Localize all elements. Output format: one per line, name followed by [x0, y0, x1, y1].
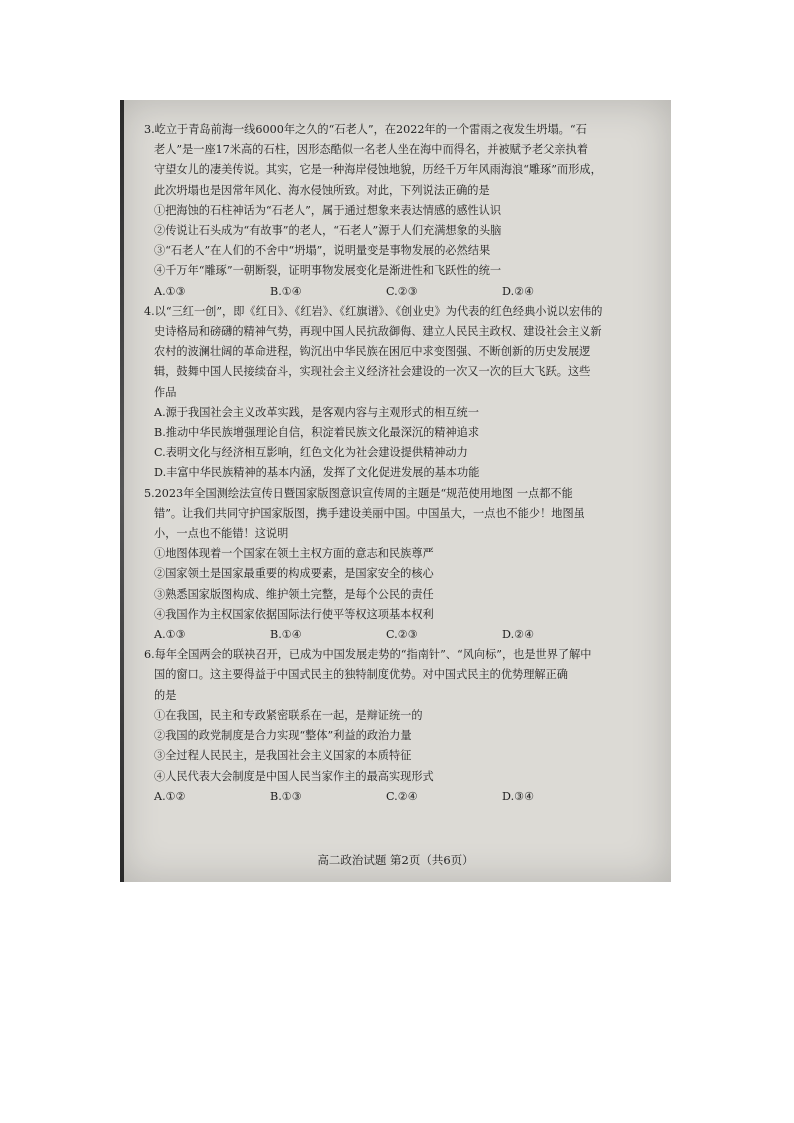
question-text-line: 6.每年全国两会的联袂召开，已成为中国发展走势的“指南针”、“风向标”，也是世界了解中 [144, 648, 592, 662]
option-b: B.①④ [270, 284, 302, 298]
question-text-line: 辑，鼓舞中国人民接续奋斗，实现社会主义经济社会建设的一次又一次的巨大飞跃。这些 [154, 365, 591, 379]
question-text-line: 作品 [154, 385, 177, 399]
question-6 [144, 645, 660, 807]
question-text-line: 史诗格局和磅礴的精神气势，再现中国人民抗敌御侮、建立人民民主政权、建设社会主义新 [154, 325, 602, 339]
statement: ②传说让石头成为“有故事”的老人，“石老人”源于人们充满想象的头脑 [154, 224, 502, 238]
statement: ②国家领土是国家最重要的构成要素，是国家安全的核心 [154, 567, 434, 581]
option-d: D.丰富中华民族精神的基本内涵，发挥了文化促进发展的基本功能 [154, 466, 480, 480]
question-4 [144, 302, 660, 484]
exam-content [144, 120, 660, 807]
option-a: A.源于我国社会主义改革实践，是客观内容与主观形式的相互统一 [154, 405, 479, 419]
question-text-line: 此次坍塌也是因常年风化、海水侵蚀所致。对此，下列说法正确的是 [154, 183, 490, 197]
option-c: C.②③ [386, 628, 418, 642]
statement: ②我国的政党制度是合力实现“整体”利益的政治力量 [154, 729, 412, 743]
question-text-line: 的是 [154, 688, 177, 702]
answer-options [144, 787, 660, 807]
question-text-line: 守望女儿的凄美传说。其实，它是一种海岸侵蚀地貌，历经千万年风雨海浪“雕琢”而形成， [154, 163, 602, 177]
question-text-line: 错”。让我们共同守护国家版图，携手建设美丽中国。中国虽大，一点也不能少！地图虽 [154, 506, 585, 520]
statement: ④千万年“雕琢”一朝断裂，证明事物发展变化是渐进性和飞跃性的统一 [154, 264, 502, 278]
question-3 [144, 120, 660, 302]
option-d: D.③④ [502, 789, 535, 803]
statement: ③“石老人”在人们的不舍中“坍塌”，说明量变是事物发展的必然结果 [154, 244, 491, 258]
statement: ①在我国，民主和专政紧密联系在一起，是辩证统一的 [154, 708, 423, 722]
option-d: D.②④ [502, 628, 535, 642]
question-text-line: 国的窗口。这主要得益于中国式民主的独特制度优势。对中国式民主的优势理解正确 [154, 668, 568, 682]
option-d: D.②④ [502, 284, 535, 298]
answer-options [144, 625, 660, 645]
question-text-line: 小，一点也不能错！这说明 [154, 527, 289, 541]
question-text-line: 3.屹立于青岛前海一线6000年之久的“石老人”，在2022年的一个雷雨之夜发生坍塌。“石 [144, 123, 587, 136]
option-b: B.①④ [270, 628, 302, 642]
option-a: A.①③ [154, 628, 186, 642]
exam-page [120, 100, 671, 882]
option-a: A.①② [154, 789, 186, 803]
option-b: B.推动中华民族增强理论自信，积淀着民族文化最深沉的精神追求 [154, 426, 480, 440]
statement: ③熟悉国家版图构成、维护领土完整，是每个公民的责任 [154, 587, 434, 601]
option-c: C.②③ [386, 284, 418, 298]
statement: ④人民代表大会制度是中国人民当家作主的最高实现形式 [154, 769, 434, 783]
option-c: C.②④ [386, 789, 418, 803]
question-5 [144, 484, 660, 646]
question-text-line: 农村的波澜壮阔的革命进程，钩沉出中华民族在困厄中求变图强、不断创新的历史发展逻 [154, 345, 591, 359]
page-footer: 高二政治试题 第2页（共6页） [317, 853, 474, 867]
option-a: A.①③ [154, 284, 186, 298]
option-b: B.①③ [270, 789, 302, 803]
question-text-line: 老人”是一座17米高的石柱，因形态酷似一名老人坐在海中而得名，并被赋予老父亲执着 [154, 143, 588, 157]
question-text-line: 4.以“三红一创”，即《红日》、《红岩》、《红旗谱》、《创业史》为代表的红色经典小说以宏伟的 [144, 304, 603, 318]
statement: ④我国作为主权国家依据国际法行使平等权这项基本权利 [154, 607, 434, 621]
statement: ①把海蚀的石柱神话为“石老人”，属于通过想象来表达情感的感性认识 [154, 203, 502, 217]
statement: ③全过程人民民主，是我国社会主义国家的本质特征 [154, 749, 412, 763]
question-text-line: 5.2023年全国测绘法宣传日暨国家版图意识宣传周的主题是“规范使用地图 一点都不能 [144, 486, 573, 500]
answer-options [144, 282, 660, 302]
statement: ①地图体现着一个国家在领土主权方面的意志和民族尊严 [154, 547, 434, 561]
option-c: C.表明文化与经济相互影响，红色文化为社会建设提供精神动力 [154, 446, 468, 460]
